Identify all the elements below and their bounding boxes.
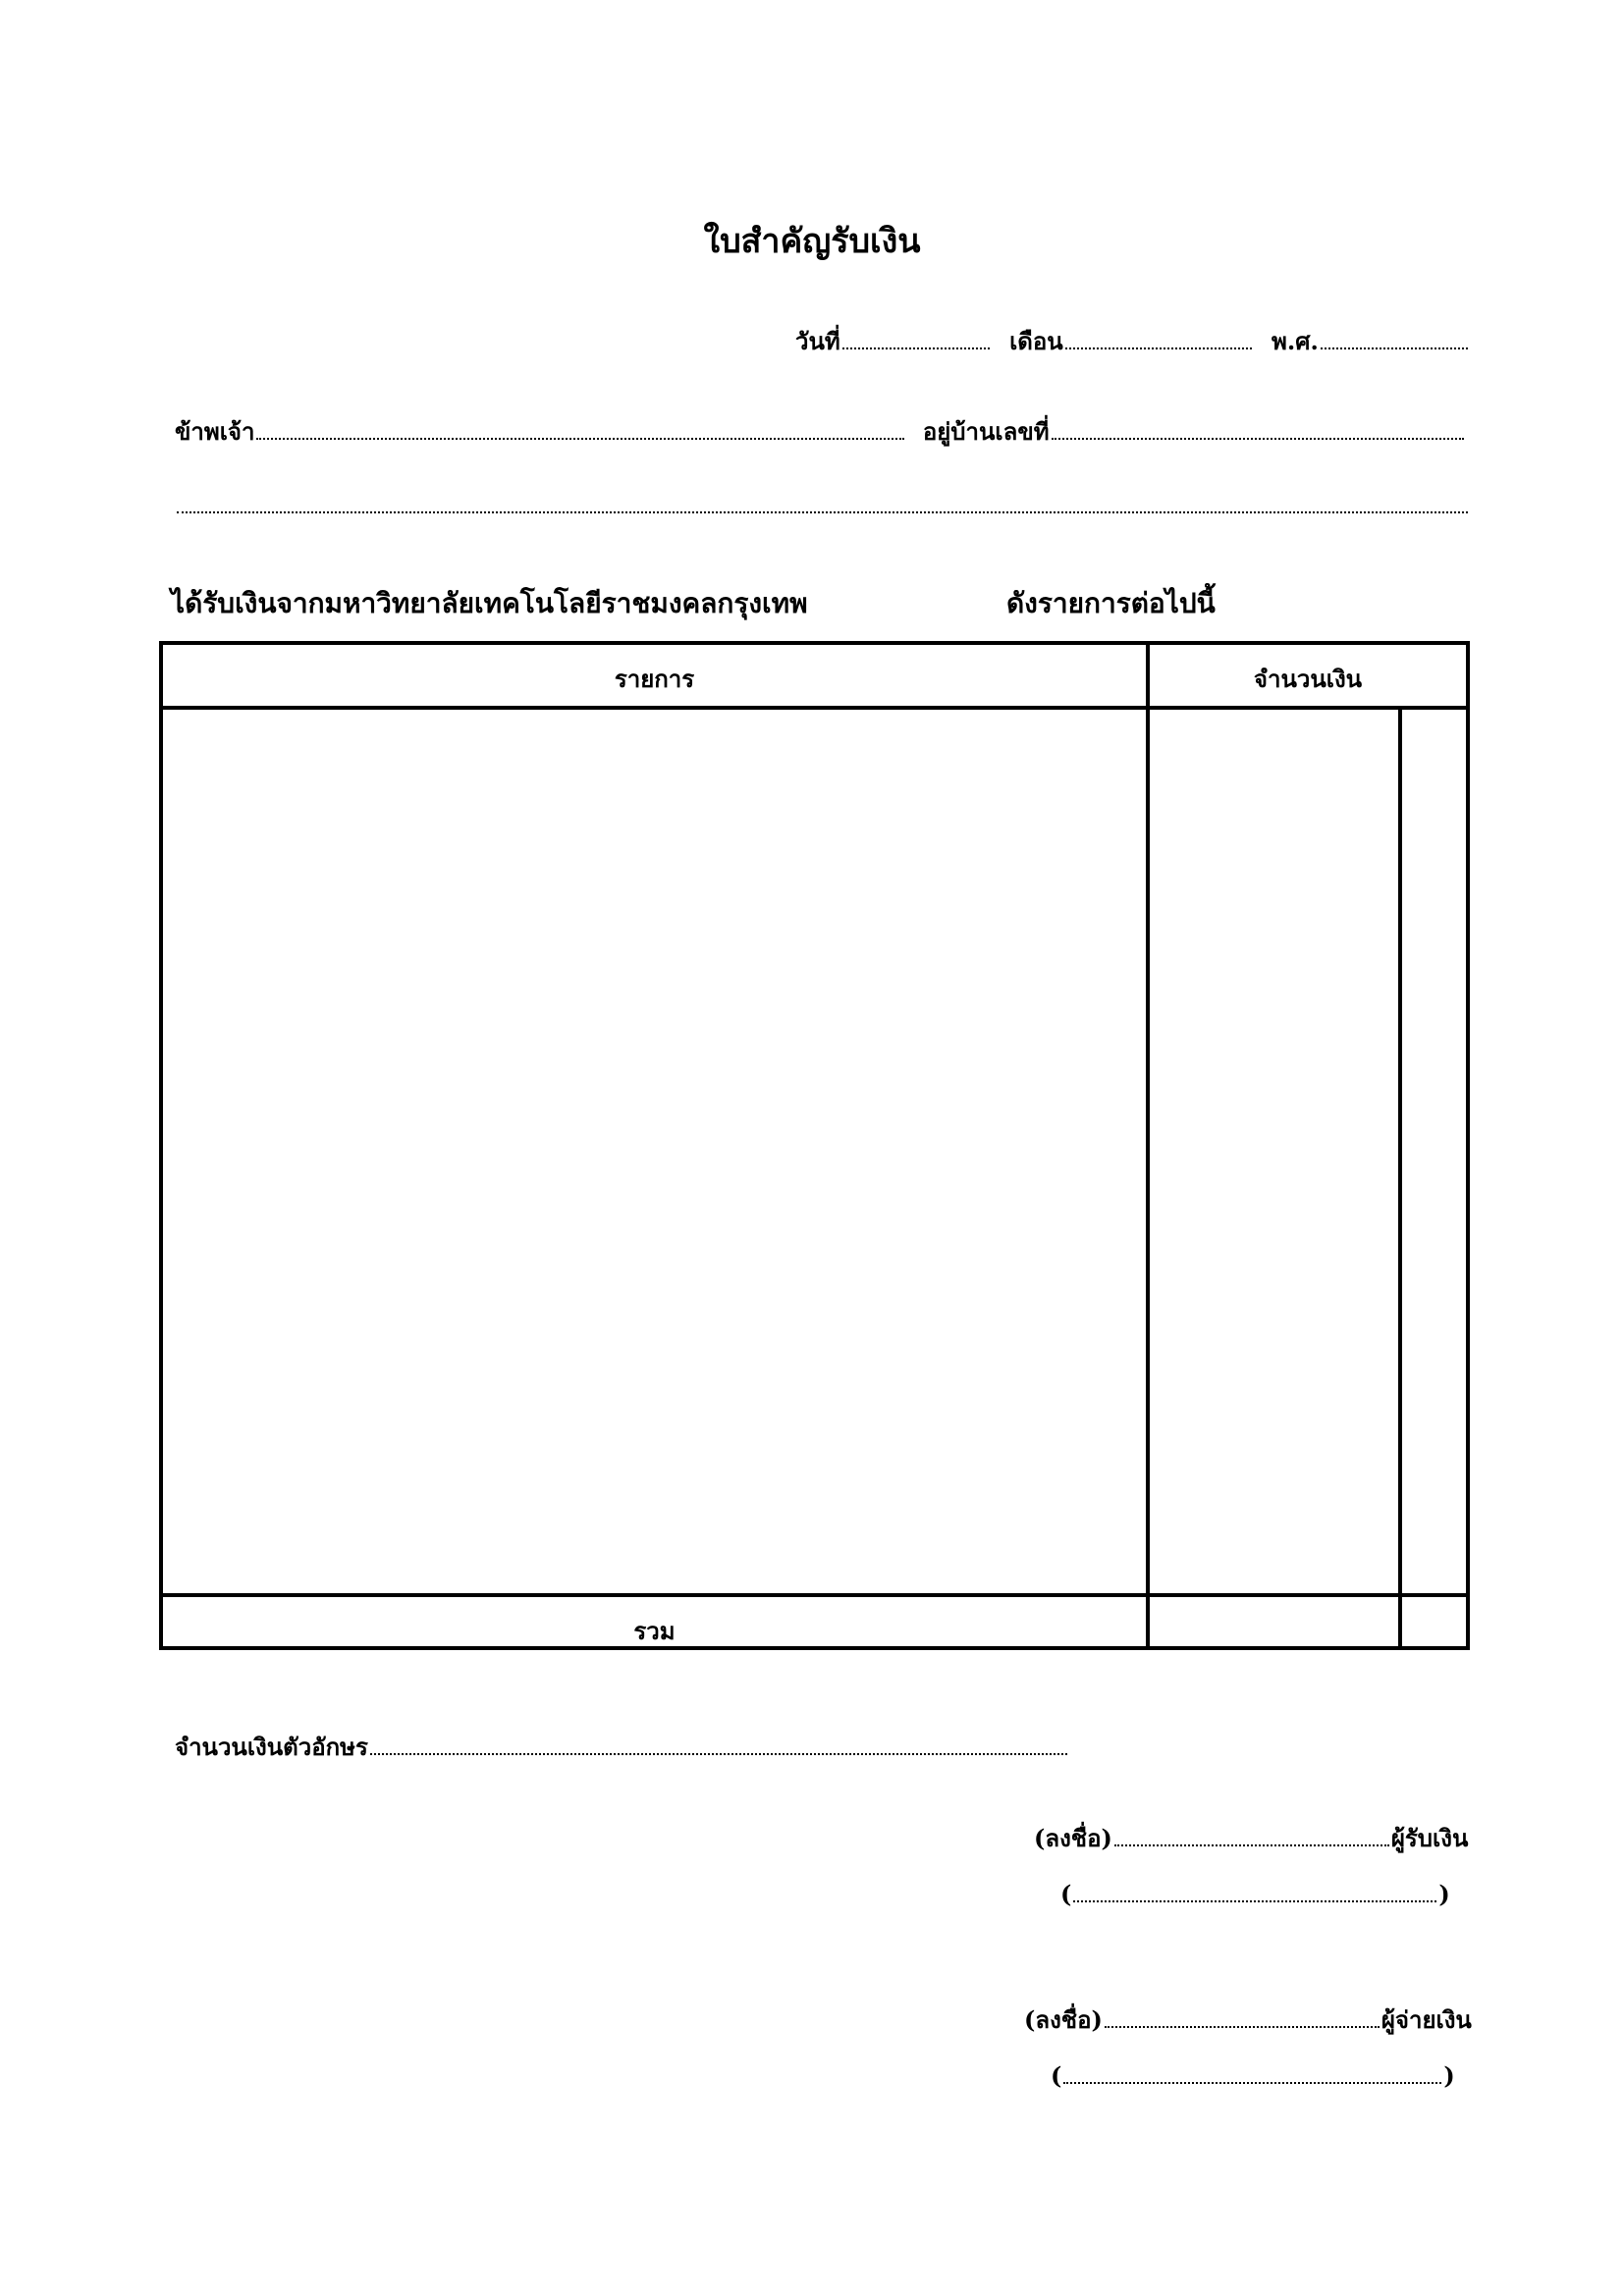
payer-open-paren: ( <box>1051 2061 1062 2090</box>
month-field[interactable] <box>1065 340 1252 349</box>
amount-in-words-label: จำนวนเงินตัวอักษร <box>175 1733 368 1761</box>
receiver-signature-line <box>1034 1819 1468 1857</box>
items-table <box>159 641 1470 1650</box>
receiver-name-line <box>1060 1880 1450 1908</box>
total-amount-cell[interactable] <box>1150 1597 1398 1646</box>
received-from-text: ได้รับเงินจากมหาวิทยาลัยเทคโนโลยีราชมงคลกรุงเทพ <box>171 587 808 619</box>
amount-in-words-line <box>175 1728 1069 1766</box>
receiver-open-paren: ( <box>1060 1880 1072 1908</box>
receiver-name-field[interactable] <box>1073 1893 1436 1902</box>
receiver-role: ผู้รับเงิน <box>1390 1824 1469 1852</box>
day-field[interactable] <box>842 340 990 349</box>
date-line <box>795 322 1470 360</box>
total-label: รวม <box>633 1617 676 1645</box>
payer-sign-prefix: (ลงชื่อ) <box>1024 2005 1103 2034</box>
address-continuation-line <box>175 491 1470 519</box>
receiver-close-paren: ) <box>1438 1880 1450 1908</box>
col-amount-header: จำนวนเงิน <box>1253 665 1363 693</box>
payer-signature-line <box>1024 2001 1472 2039</box>
year-field[interactable] <box>1321 340 1468 349</box>
year-label: พ.ศ. <box>1272 327 1319 355</box>
amount-body[interactable] <box>1150 710 1398 1593</box>
received-from-suffix: ดังรายการต่อไปนี้ <box>1006 587 1216 619</box>
amount-in-words-field[interactable] <box>370 1745 1067 1755</box>
page-title: ใบสำคัญรับเงิน <box>703 222 921 261</box>
name-field[interactable] <box>256 430 904 440</box>
total-satang-cell[interactable] <box>1402 1597 1466 1646</box>
items-body[interactable] <box>163 710 1146 1593</box>
payer-close-paren: ) <box>1443 2061 1455 2090</box>
address-continuation-field[interactable] <box>177 504 1468 513</box>
receiver-sign-prefix: (ลงชื่อ) <box>1034 1824 1112 1852</box>
payer-name-field[interactable] <box>1063 2074 1441 2084</box>
payer-role: ผู้จ่ายเงิน <box>1380 2005 1472 2034</box>
payer-signature-field[interactable] <box>1105 2018 1380 2028</box>
satang-body[interactable] <box>1402 710 1466 1593</box>
receiver-signature-field[interactable] <box>1114 1837 1389 1846</box>
name-label: ข้าพเจ้า <box>175 417 255 446</box>
col-item-header: รายการ <box>614 665 695 693</box>
address-label: อยู่บ้านเลขที่ <box>922 417 1050 446</box>
payer-name-line <box>1051 2061 1455 2090</box>
month-label: เดือน <box>1009 327 1063 355</box>
name-line <box>175 412 1466 451</box>
address-field[interactable] <box>1052 430 1464 440</box>
day-label: วันที่ <box>795 327 840 355</box>
